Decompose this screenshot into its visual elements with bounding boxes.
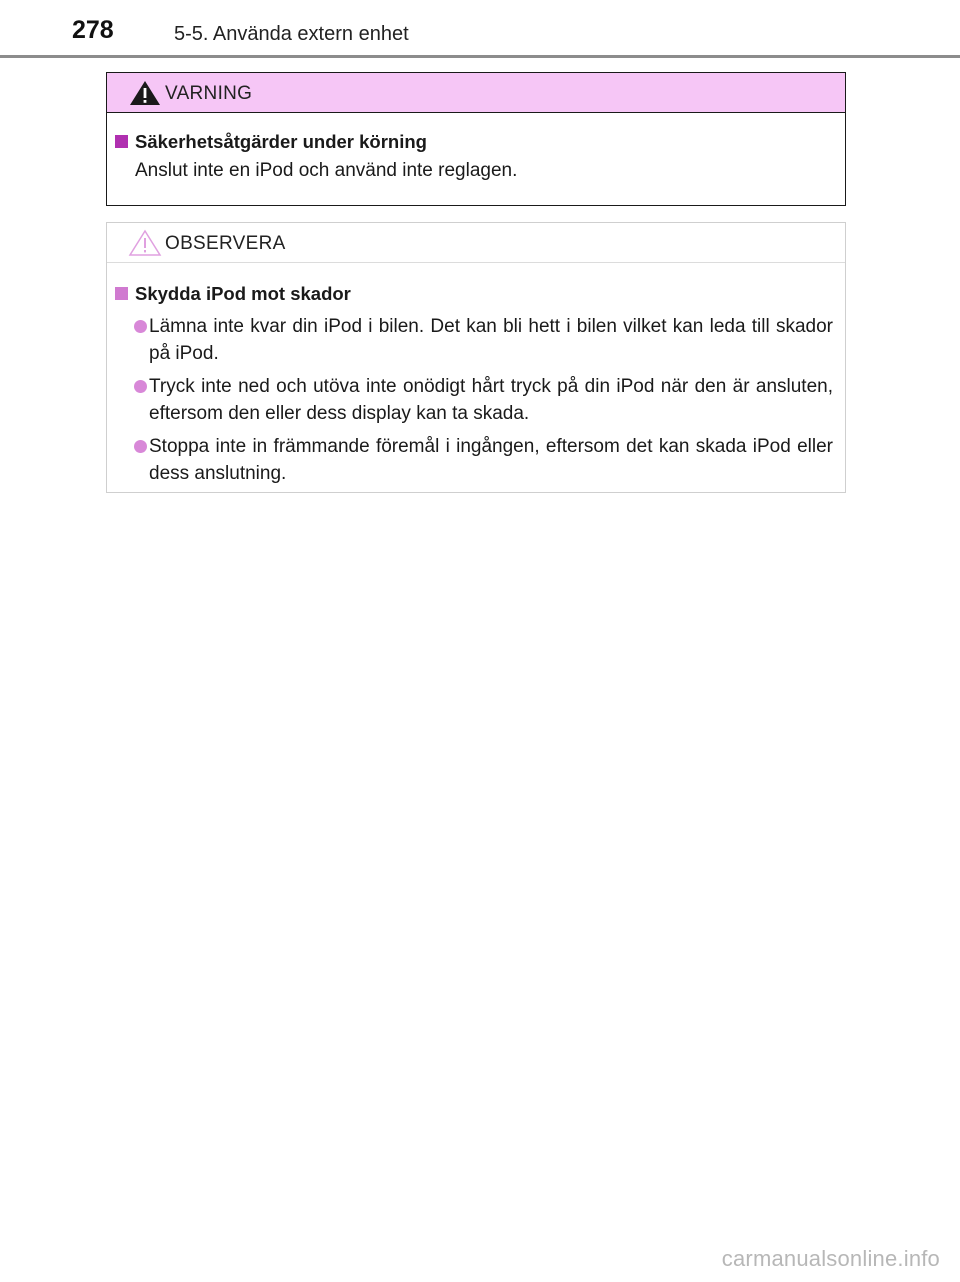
- warning-text: Anslut inte en iPod och använd inte reglagen.: [135, 160, 518, 181]
- warning-heading-text: Säkerhetsåtgärder under körning: [135, 131, 427, 152]
- list-item-text: Stoppa inte in främmande föremål i ingången, eftersom det kan skada iPod eller dess anslutning.: [149, 436, 833, 484]
- warning-header: [107, 73, 845, 113]
- page-header: [0, 0, 960, 60]
- notice-heading-text: Skydda iPod mot skador: [135, 283, 351, 304]
- notice-body: [107, 263, 845, 487]
- warning-box: [106, 72, 846, 206]
- round-bullet-icon: [134, 440, 147, 453]
- notice-label: OBSERVERA: [165, 233, 286, 254]
- warning-triangle-icon: [127, 79, 163, 107]
- notice-box: [106, 222, 846, 493]
- list-item: [115, 313, 833, 367]
- notice-header: [107, 223, 845, 263]
- section-title: 5-5. Använda extern enhet: [174, 23, 409, 45]
- square-bullet-icon: [115, 287, 128, 300]
- warning-label: VARNING: [165, 83, 253, 104]
- header-divider: [0, 55, 960, 58]
- round-bullet-icon: [134, 380, 147, 393]
- watermark: carmanualsonline.info: [721, 1246, 940, 1271]
- list-item-text: Lämna inte kvar din iPod i bilen. Det kan bli hett i bilen vilket kan leda till skador på iPod.: [149, 316, 833, 364]
- page-number: 278: [72, 16, 114, 44]
- caution-triangle-icon: [127, 229, 163, 257]
- list-item: [115, 433, 833, 487]
- list-item-text: Tryck inte ned och utöva inte onödigt hårt tryck på din iPod när den är ansluten, eftersom den eller dess display kan ta skada.: [149, 376, 833, 424]
- square-bullet-icon: [115, 135, 128, 148]
- list-item: [115, 373, 833, 427]
- warning-heading: [115, 129, 833, 155]
- warning-body: [107, 113, 845, 185]
- round-bullet-icon: [134, 320, 147, 333]
- notice-heading: [115, 281, 833, 307]
